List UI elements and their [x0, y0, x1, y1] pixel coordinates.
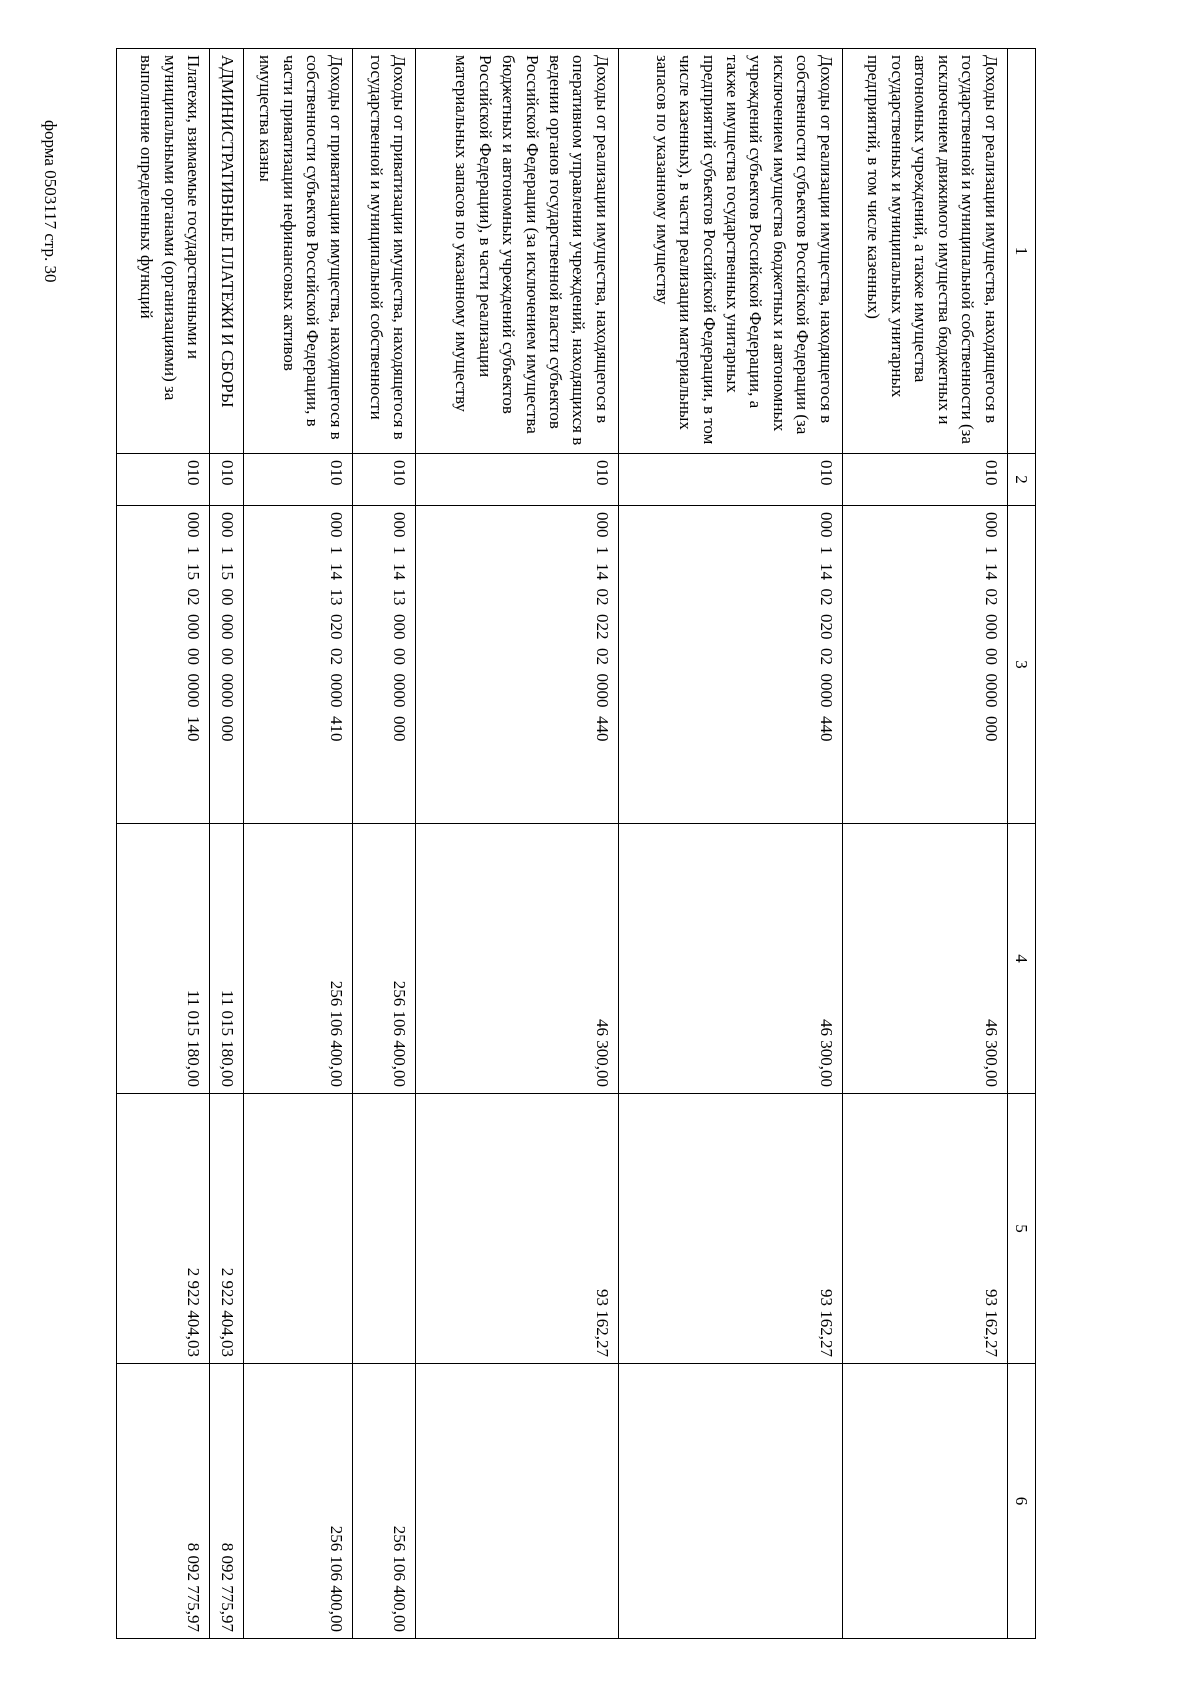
- income-code: 000 1 15 00 000 00 0000 000: [210, 506, 244, 824]
- unexecuted-amount: 256 106 400,00: [244, 1364, 353, 1639]
- income-code: 000 1 14 13 020 02 0000 410: [244, 506, 353, 824]
- column-header: 1: [1007, 49, 1035, 454]
- column-header: 6: [1007, 1364, 1035, 1639]
- table-row: [842, 49, 1007, 1639]
- table-row: [618, 49, 842, 1639]
- unexecuted-amount: 8 092 775,97: [117, 1364, 210, 1639]
- table-row: [352, 49, 415, 1639]
- approved-amount: 256 106 400,00: [244, 824, 353, 1094]
- column-header: 3: [1007, 506, 1035, 824]
- column-header: 4: [1007, 824, 1035, 1094]
- row-name: Доходы от реализации имущества, находящегося в государственной и муниципальной собственности (за исключением движимого имущества бюджетных и автономных учреждений, а также имущества государственных и муниципальных унитарных предприятий, в том числе казенных): [842, 49, 1007, 454]
- executed-amount: 2 922 404,03: [117, 1094, 210, 1364]
- line-code: 010: [244, 454, 353, 506]
- line-code: 010: [352, 454, 415, 506]
- approved-amount: 46 300,00: [416, 824, 619, 1094]
- approved-amount: 11 015 180,00: [117, 824, 210, 1094]
- table-row: [416, 49, 619, 1639]
- line-code: 010: [117, 454, 210, 506]
- income-code: 000 1 14 13 000 00 0000 000: [352, 506, 415, 824]
- column-header: 5: [1007, 1094, 1035, 1364]
- income-code: 000 1 14 02 020 02 0000 440: [618, 506, 842, 824]
- row-name: Доходы от приватизации имущества, находящегося в государственной и муниципальной собственности: [352, 49, 415, 454]
- executed-amount: 2 922 404,03: [210, 1094, 244, 1364]
- unexecuted-amount: [618, 1364, 842, 1639]
- executed-amount: [352, 1094, 415, 1364]
- income-code: 000 1 14 02 000 00 0000 000: [842, 506, 1007, 824]
- row-name: АДМИНИСТРАТИВНЫЕ ПЛАТЕЖИ И СБОРЫ: [210, 49, 244, 454]
- row-name: Доходы от реализации имущества, находящегося в оперативном управлении учреждений, находящихся в ведении органов государственной власти субъектов Российской Федерации (за исключением имущества бюджетных и автономных учреждений субъектов Российской Федерации), в части реализации материальных запасов по указанному имуществу: [416, 49, 619, 454]
- unexecuted-amount: [416, 1364, 619, 1639]
- approved-amount: 46 300,00: [618, 824, 842, 1094]
- row-name: Доходы от приватизации имущества, находящегося в собственности субъектов Российской Федерации, в части приватизации нефинансовых активов имущества казны: [244, 49, 353, 454]
- unexecuted-amount: 8 092 775,97: [210, 1364, 244, 1639]
- table-row: [117, 49, 210, 1639]
- line-code: 010: [842, 454, 1007, 506]
- approved-amount: 46 300,00: [842, 824, 1007, 1094]
- income-table: [116, 48, 1036, 1639]
- line-code: 010: [210, 454, 244, 506]
- table-row: [244, 49, 353, 1639]
- executed-amount: 93 162,27: [842, 1094, 1007, 1364]
- row-name: Платежи, взимаемые государственными и муниципальными органами (организациями) за выполнение определенных функций: [117, 49, 210, 454]
- approved-amount: 11 015 180,00: [210, 824, 244, 1094]
- income-code: 000 1 15 02 000 00 0000 140: [117, 506, 210, 824]
- table-row: [210, 49, 244, 1639]
- approved-amount: 256 106 400,00: [352, 824, 415, 1094]
- executed-amount: 93 162,27: [618, 1094, 842, 1364]
- column-number-row: [1007, 49, 1035, 1639]
- rotated-page: [116, 48, 1036, 1638]
- line-code: 010: [618, 454, 842, 506]
- column-header: 2: [1007, 454, 1035, 506]
- form-page-label: форма 0503117 стр. 30: [41, 120, 60, 283]
- unexecuted-amount: 256 106 400,00: [352, 1364, 415, 1639]
- income-code: 000 1 14 02 022 02 0000 440: [416, 506, 619, 824]
- row-name: Доходы от реализации имущества, находящегося в собственности субъектов Российской Федерации (за исключением имущества бюджетных и автономных учреждений субъектов Российской Федерации, а также имущества государственных унитарных предприятий субъектов Российской Федерации, в том числе казенных), в части реализации материальных запасов по указанному имуществу: [618, 49, 842, 454]
- executed-amount: 93 162,27: [416, 1094, 619, 1364]
- unexecuted-amount: [842, 1364, 1007, 1639]
- line-code: 010: [416, 454, 619, 506]
- executed-amount: [244, 1094, 353, 1364]
